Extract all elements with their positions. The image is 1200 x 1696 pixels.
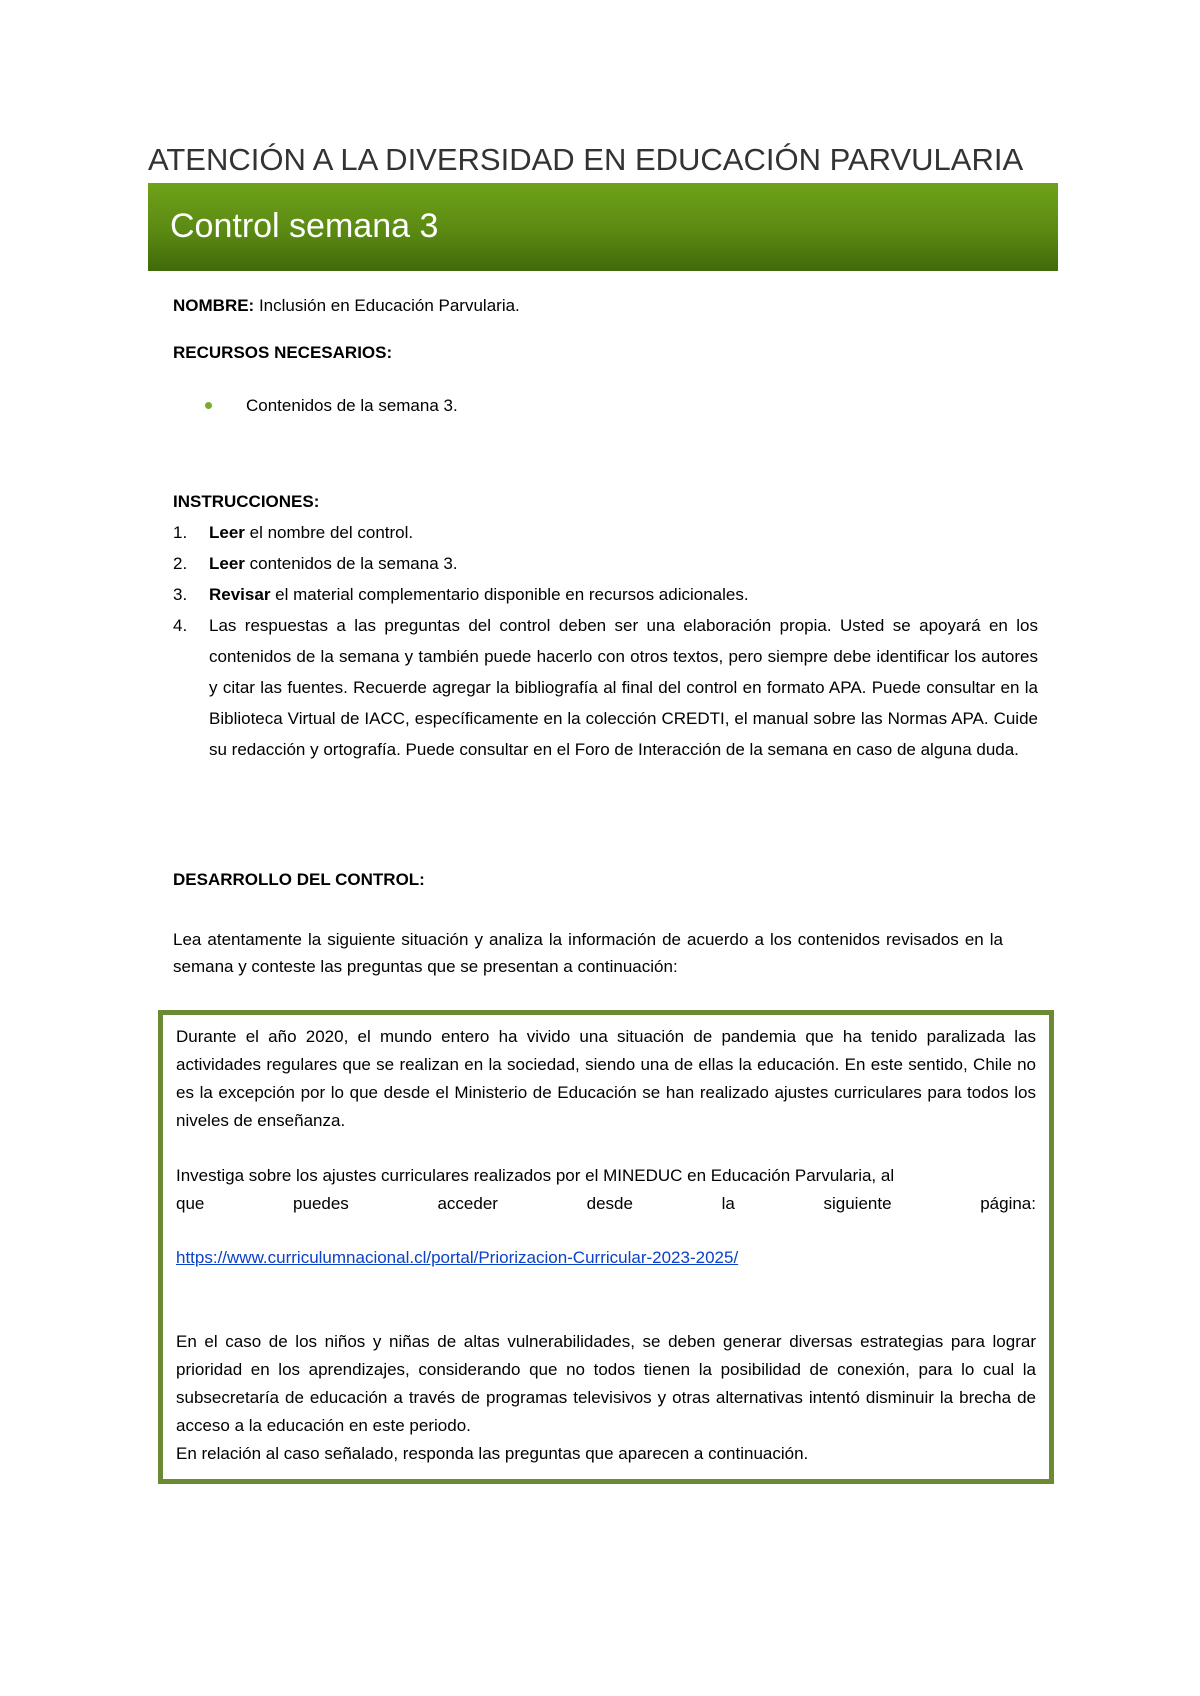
case-closing: En relación al caso señalado, responda las preguntas que aparecen a continuación. — [176, 1444, 809, 1463]
word: acceder — [437, 1194, 498, 1213]
nombre-line — [173, 290, 520, 321]
instruction-text: el nombre del control. — [244, 523, 414, 542]
instruction-text: Las respuestas a las preguntas del control deben ser una elaboración propia. Usted se apoyará en los contenidos de la semana y también puede hacerlo con otros textos, pero siempre debe identificar los autores y citar las fuentes. Recuerde agregar la bibliografía al final del control en formato APA. Puede consultar en la Biblioteca Virtual de IACC, específicamente en la colección CREDTI, el manual sobre las Normas APA. Cuide su redacción y ortografía. Puede consultar en el Foro de Interacción de la semana en caso de alguna duda. — [209, 616, 1038, 759]
instruction-item — [173, 517, 1038, 548]
word: siguiente — [823, 1194, 892, 1213]
word: la — [721, 1194, 735, 1213]
case-paragraph-spread-line — [176, 1190, 1036, 1218]
case-box — [158, 1010, 1054, 1484]
word: que — [176, 1194, 205, 1213]
word: página: — [980, 1194, 1036, 1213]
recursos-item: Contenidos de la semana 3. — [246, 396, 458, 415]
instruction-number: 3. — [173, 585, 188, 604]
banner — [148, 183, 1058, 271]
case-paragraph: En el caso de los niños y niñas de altas vulnerabilidades, se deben generar diversas estrategias para lograr prioridad en los aprendizajes, considerando que no todos tienen la posibilidad de conexión, para lo cual la subsecretaría de educación a través de programas televisivos y otras alternativas intentó disminuir la brecha de acceso a la educación en este periodo. — [176, 1332, 1036, 1435]
instruction-item — [173, 610, 1038, 765]
course-title: ATENCIÓN A LA DIVERSIDAD EN EDUCACIÓN PARVULARIA — [148, 142, 1024, 177]
banner-title: Control semana 3 — [170, 207, 439, 245]
nombre-value: Inclusión en Educación Parvularia. — [258, 296, 520, 315]
case-content — [176, 1023, 1036, 1468]
instruction-verb: Revisar — [209, 585, 271, 604]
instruction-number: 2. — [173, 554, 188, 573]
case-paragraph-line: Investiga sobre los ajustes curriculares realizados por el MINEDUC en Educación Parvularia, al — [176, 1166, 895, 1185]
instruction-text: contenidos de la semana 3. — [244, 554, 458, 573]
instruction-item — [173, 579, 1038, 610]
desarrollo-intro: Lea atentamente la siguiente situación y analiza la información de acuerdo a los contenidos revisados en la semana y conteste las preguntas que se presentan a continuación: — [173, 930, 1003, 976]
instruction-verb: Leer — [209, 523, 245, 542]
instruction-verb: Leer — [209, 554, 245, 573]
bullet-icon — [205, 402, 212, 409]
case-paragraph: Durante el año 2020, el mundo entero ha vivido una situación de pandemia que ha tenido paralizada las actividades regulares que se realizan en la sociedad, siendo una de ellas la educación. En este sentido, Chile no es la excepción por lo que desde el Ministerio de Educación se han realizado ajustes curriculares para todos los niveles de enseñanza. — [176, 1027, 1036, 1130]
nombre-label: NOMBRE: — [173, 296, 255, 315]
word: puedes — [293, 1194, 349, 1213]
instruction-number: 4. — [173, 616, 188, 635]
instructions-list — [173, 517, 1038, 765]
instruction-item — [173, 548, 1038, 579]
desarrollo-label: DESARROLLO DEL CONTROL: — [173, 870, 425, 889]
word: desde — [586, 1194, 633, 1213]
instruction-text: el material complementario disponible en recursos adicionales. — [270, 585, 749, 604]
curriculum-link[interactable]: https://www.curriculumnacional.cl/portal/Priorizacion-Curricular-2023-2025/ — [176, 1248, 739, 1267]
instrucciones-label: INSTRUCCIONES: — [173, 492, 320, 511]
instruction-number: 1. — [173, 523, 188, 542]
recursos-label: RECURSOS NECESARIOS: — [173, 343, 393, 362]
